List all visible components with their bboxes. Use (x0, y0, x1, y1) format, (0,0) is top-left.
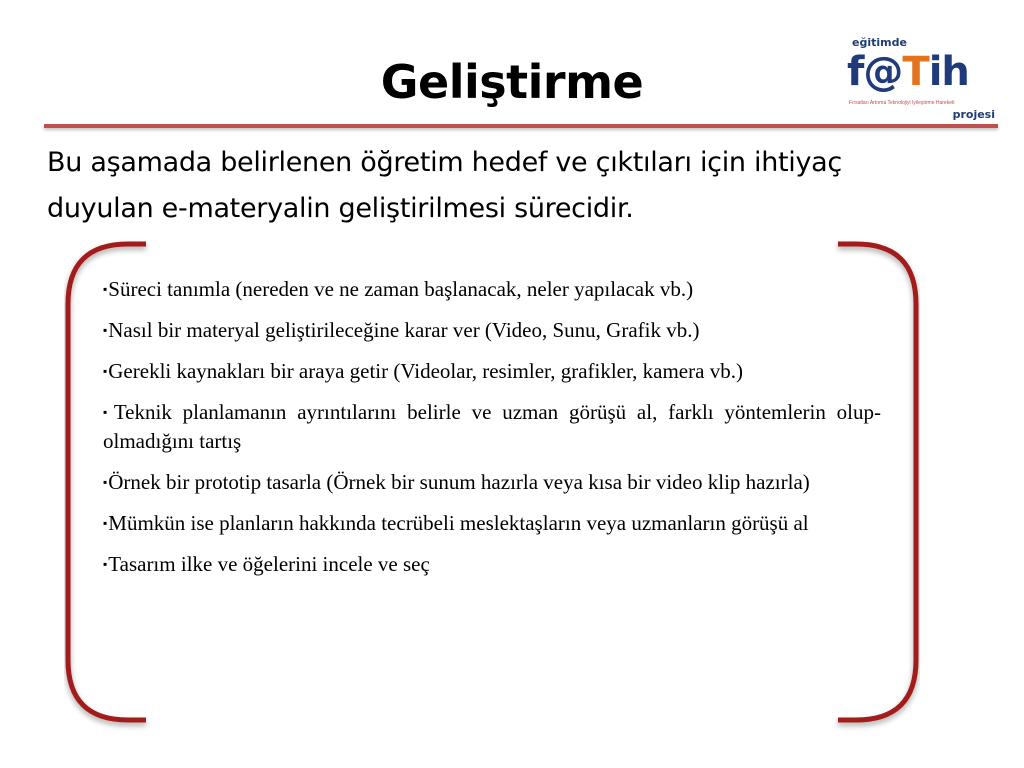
logo-main-part3: ih (928, 49, 969, 95)
title-divider (44, 124, 998, 128)
step-text: Süreci tanımla (nereden ve ne zaman başlanacak, neler yapılacak vb.) (108, 277, 694, 301)
square-bullet-icon: ▪ (103, 475, 108, 489)
square-bullet-icon: ▪ (103, 364, 108, 378)
logo-top-text: eğitimde (852, 36, 907, 49)
step-item (103, 509, 881, 538)
logo-subtitle: Fırsatları Artırma Teknolojiyi İyileştirme Hareketi (849, 100, 955, 106)
step-item (103, 550, 881, 579)
square-bullet-icon: ▪ (103, 323, 108, 337)
step-text: Mümkün ise planların hakkında tecrübeli meslektaşların veya uzmanların görüşü al (108, 511, 809, 535)
square-bullet-icon: ▪ (103, 282, 108, 296)
step-item (103, 316, 881, 345)
fatih-logo (845, 36, 997, 128)
step-text: Tasarım ilke ve öğelerini incele ve seç (108, 552, 430, 576)
step-item (103, 275, 881, 304)
step-text: Teknik planlamanın ayrıntılarını belirle ve uzman görüşü al, farklı yöntemlerin olup-olmadığını tartış (103, 400, 882, 453)
square-bullet-icon: ▪ (103, 405, 113, 419)
logo-main-part1: f@ (847, 49, 903, 95)
step-text: Gerekli kaynakları bir araya getir (Videolar, resimler, grafikler, kamera vb.) (108, 359, 743, 383)
step-text: Örnek bir prototip tasarla (Örnek bir sunum hazırla veya kısa bir video klip hazırla) (108, 470, 810, 494)
square-bullet-icon: ▪ (103, 516, 108, 530)
intro-paragraph: Bu aşamada belirlenen öğretim hedef ve çıktıları için ihtiyaç duyulan e-materyalin geliştirilmesi sürecidir. (47, 147, 842, 224)
slide-title: Geliştirme (380, 55, 644, 109)
steps-list (103, 275, 881, 591)
step-item (103, 357, 881, 386)
logo-main-part2: T (902, 49, 929, 95)
step-item (103, 398, 881, 456)
step-text: Nasıl bir materyal geliştirileceğine karar ver (Video, Sunu, Grafik vb.) (108, 318, 700, 342)
square-bullet-icon: ▪ (103, 557, 108, 571)
logo-bottom-text: projesi (952, 108, 995, 121)
logo-main-text (847, 48, 969, 96)
step-item (103, 468, 881, 497)
